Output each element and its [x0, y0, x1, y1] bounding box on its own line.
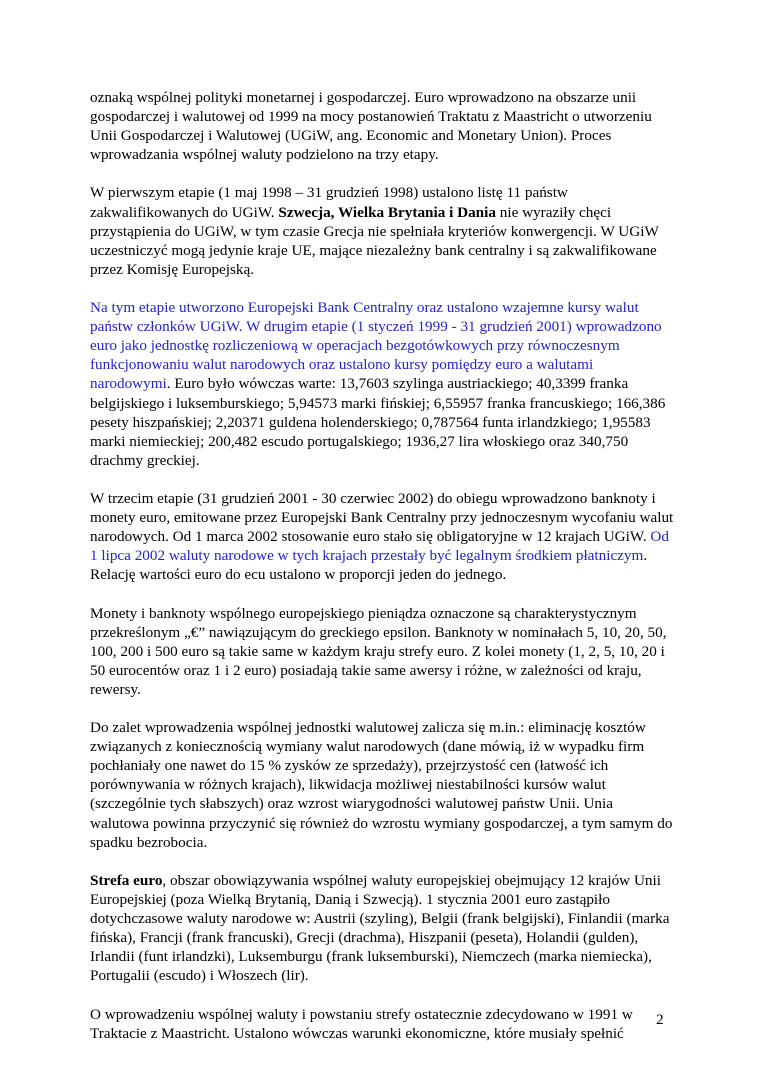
paragraph-first-stage [90, 183, 675, 278]
highlighted-text: Od 1 lipca 2002 waluty narodowe w tych krajach przestały być legalnym środkiem płatniczym [90, 528, 669, 565]
paragraph-advantages [90, 718, 675, 852]
highlighted-text: Na tym etapie utworzono Europejski Bank Centralny oraz ustalono wzajemne kursy walut państw członków UGiW. W drugim etapie (1 styczeń 1999 - 31 grudzień 2001) wprowadzono euro jako jednostkę rozliczeniową w operacjach bezgotówkowych przy równoczesnym funkcjonowaniu walut narodowych oraz ustalono kursy pomiędzy euro a walutami narodowymi [90, 299, 662, 393]
text-run: . Euro było wówczas warte: 13,7603 szylinga austriackiego; 40,3399 franka belgijskiego i luksemburskiego; 5,94573 marki fińskiej; 6,55957 franka francuskiego; 166,386 pesety hiszpańskiej; 2,20371 guldena holenderskiego; 0,787564 funta irlandzkiego; 1,95583 marki niemieckiej; 200,482 escudo portugalskiego; 1936,27 lira włoskiego oraz 340,750 drachmy greckiej. [90, 375, 666, 469]
bold-term: Strefa euro [90, 871, 163, 889]
paragraph-coins-banknotes [90, 604, 675, 699]
paragraph-eurozone [90, 871, 675, 986]
bold-countries: Szwecja, Wielka Brytania i Dania [278, 203, 496, 221]
text-run: . Relację wartości euro do ecu ustalono w proporcji jeden do jednego. [90, 547, 648, 584]
text-run: , obszar obowiązywania wspólnej waluty europejskiej obejmujący 12 krajów Unii Europejskiej (poza Wielką Brytanią, Danią i Szwecją). 1 stycznia 2001 euro zastąpiło dotychczasowe waluty narodowe w: Austrii (szyling), Belgii (frank belgijski), Finlandii (marka fińska), Francji (frank francuski), Grecji (drachma), Hiszpanii (peseta), Holandii (gulden), Irlandii (funt irlandzki), Luksemburgu (frank luksemburski), Niemczech (marka niemiecka), Portugalii (escudo) i Włoszech (lir). [90, 871, 670, 985]
text-run: Monety i banknoty wspólnego europejskiego pieniądza oznaczone są charakterystycznym przekreślonym „€” nawiązującym do greckiego epsilon. Banknoty w nominałach 5, 10, 20, 50, 100, 200 i 500 euro są takie same w każdym kraju strefy euro. Z kolei monety (1, 2, 5, 10, 20 i 50 eurocentów oraz 1 i 2 euro) posiadają takie same awersy i różne, w zależności od kraju, rewersy. [90, 604, 667, 698]
text-run: nie wyraziły chęci przystąpienia do UGiW, w tym czasie Grecja nie spełniała kryteriów konwergencji. W UGiW uczestniczyć mogą jedynie kraje UE, mające niezależny bank centralny i są zakwalifikowane przez Komisję Europejską. [90, 203, 659, 278]
paragraph-second-stage [90, 298, 675, 470]
page-number: 2 [656, 1011, 664, 1028]
document-body [90, 88, 675, 1062]
paragraph-maastricht [90, 1005, 675, 1043]
text-run: oznaką wspólnej polityki monetarnej i gospodarczej. Euro wprowadzono na obszarze unii gospodarczej i walutowej od 1999 na mocy postanowień Traktatu z Maastricht o utworzeniu Unii Gospodarczej i Walutowej (UGiW, ang. Economic and Monetary Union). Proces wprowadzania wspólnej waluty podzielono na trzy etapy. [90, 89, 652, 164]
paragraph-intro [90, 88, 675, 164]
paragraph-third-stage [90, 489, 675, 584]
text-run: W trzecim etapie (31 grudzień 2001 - 30 czerwiec 2002) do obiegu wprowadzono banknoty i monety euro, emitowane przez Europejski Bank Centralny przy jednoczesnym wycofaniu walut narodowych. Od 1 marca 2002 stosowanie euro stało się obligatoryjne w 12 krajach UGiW. [90, 489, 674, 546]
text-run: W pierwszym etapie (1 maj 1998 – 31 grudzień 1998) ustalono listę 11 państw zakwalifikowanych do UGiW. [90, 184, 568, 221]
text-run: O wprowadzeniu wspólnej waluty i powstaniu strefy ostatecznie zdecydowano w 1991 w Traktacie z Maastricht. Ustalono wówczas warunki ekonomiczne, które musiały spełnić [90, 1005, 633, 1042]
text-run: Do zalet wprowadzenia wspólnej jednostki walutowej zalicza się m.in.: eliminację kosztów związanych z koniecznością wymiany walut narodowych (dane mówią, iż w wypadku firm pochłaniały one nawet do 15 % zysków ze sprzedaży), przejrzystość cen (łatwość ich porównywania w różnych krajach), likwidacja możliwej niestabilności kursów walut (szczególnie tych słabszych) oraz wzrost wiarygodności walutowej państw Unii. Unia walutowa powinna przyczynić się również do wzrostu wymiany gospodarczej, a tym samym do spadku bezrobocia. [90, 719, 673, 851]
